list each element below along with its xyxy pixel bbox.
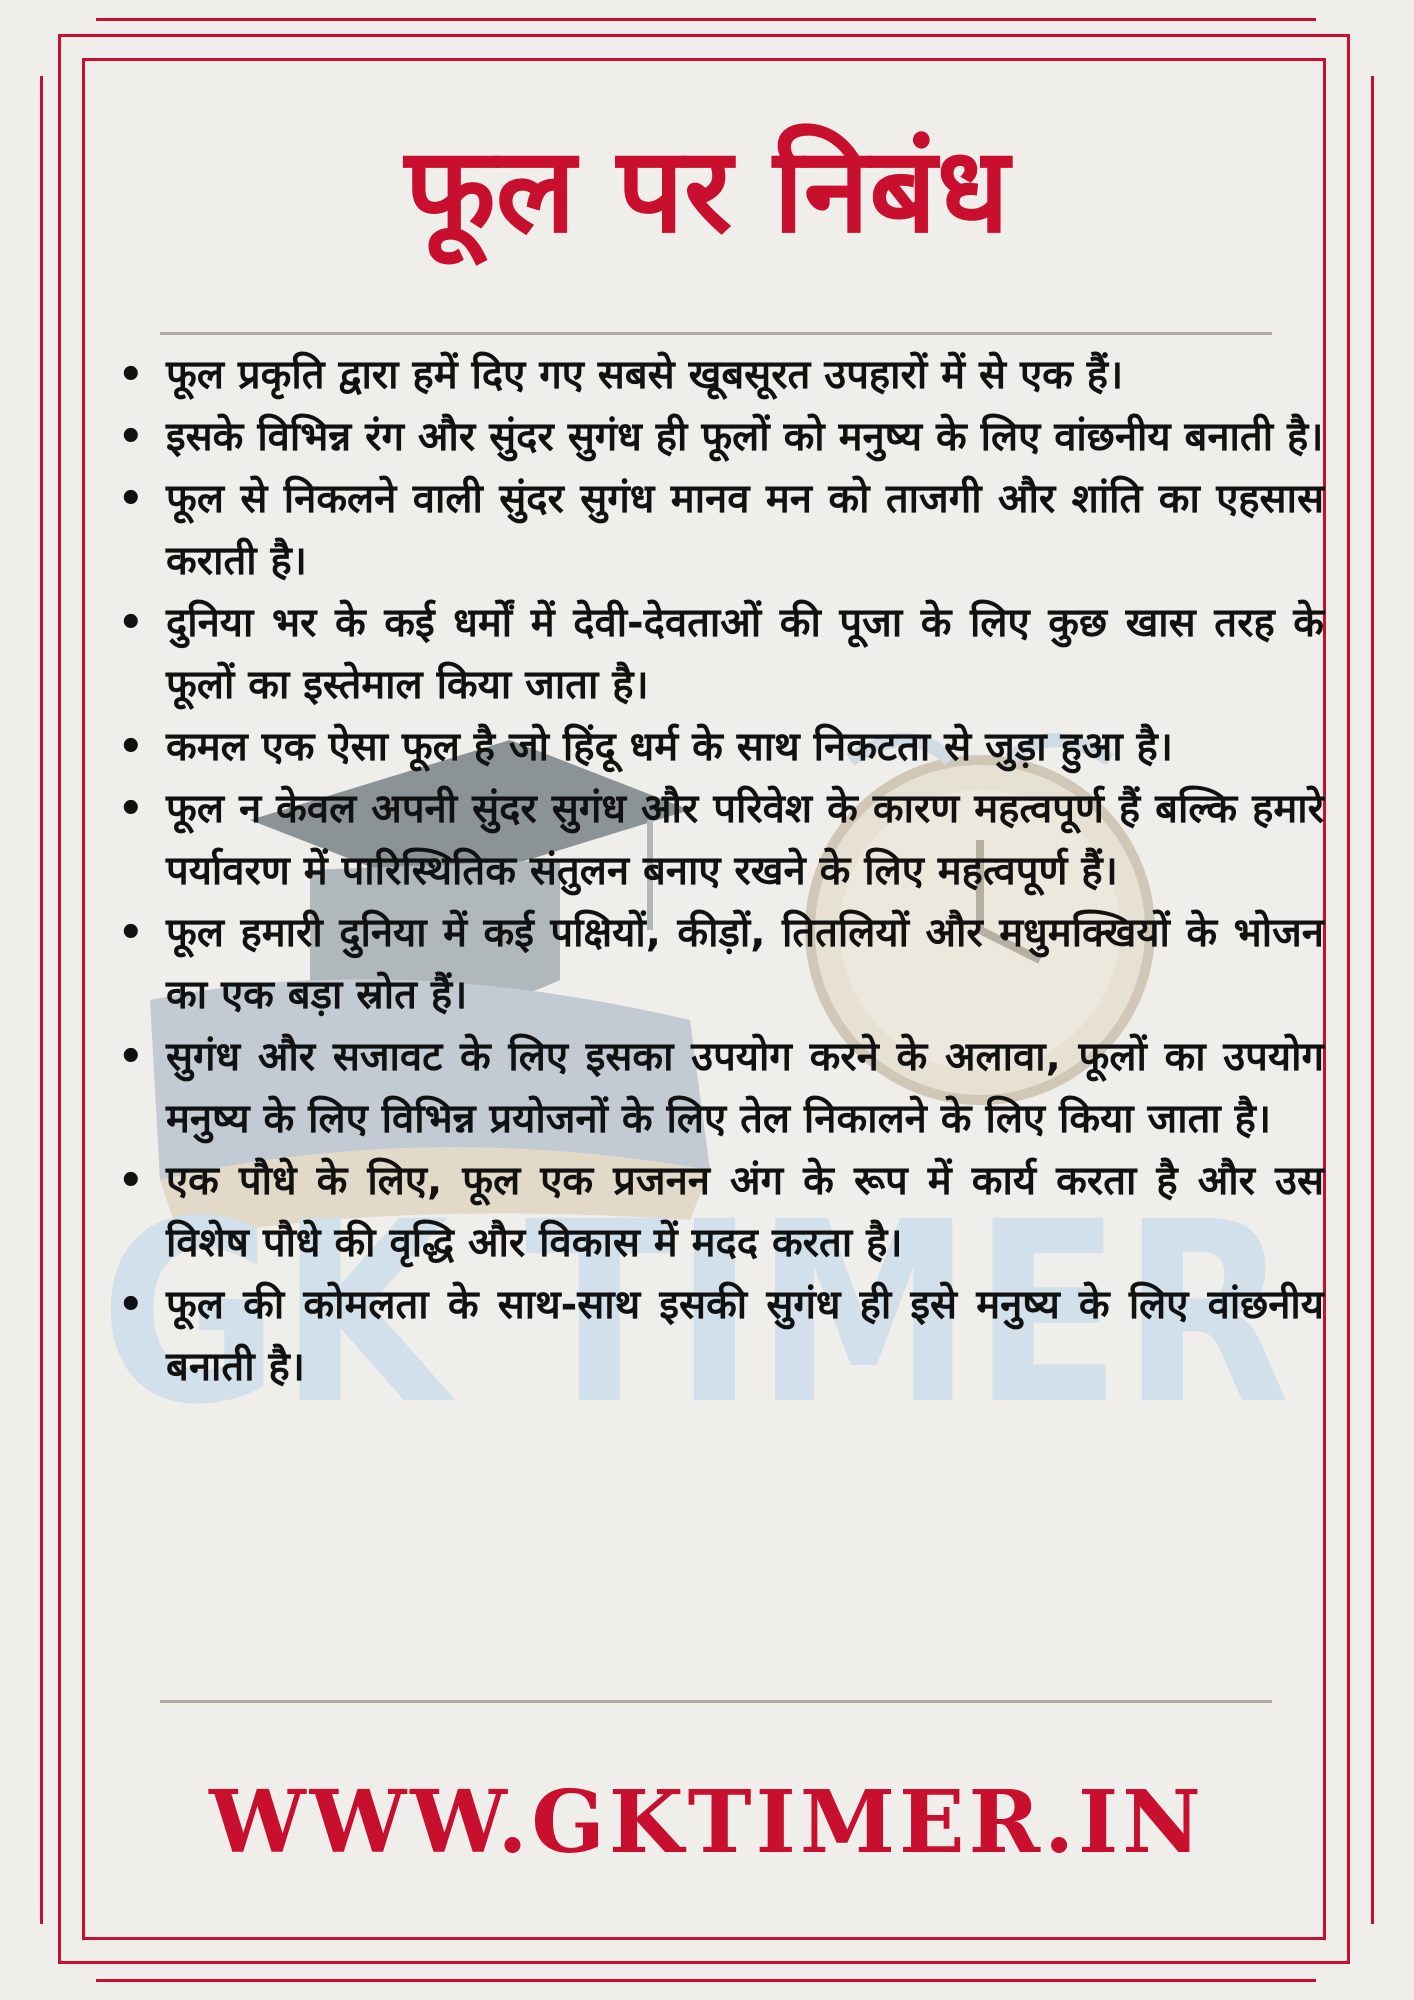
essay-point-text: फूल की कोमलता के साथ-साथ इसकी सुगंध ही इसे मनुष्य के लिए वांछनीय बनाती है। bbox=[166, 1282, 1324, 1390]
bullet-icon: • bbox=[118, 910, 144, 956]
essay-point bbox=[112, 406, 1324, 468]
essay-point-text: फूल से निकलने वाली सुंदर सुगंध मानव मन को ताजगी और शांति का एहसास कराती है। bbox=[166, 476, 1324, 584]
border-line-left bbox=[40, 76, 43, 1924]
essay-point-text: फूल न केवल अपनी सुंदर सुगंध और परिवेश के कारण महत्वपूर्ण हैं बल्कि हमारे पर्यावरण में पारिस्थितिक संतुलन बनाए रखने के लिए महत्वपूर्ण हैं। bbox=[166, 786, 1324, 894]
essay-point bbox=[112, 902, 1324, 1026]
essay-point-text: फूल हमारी दुनिया में कई पक्षियों, कीड़ों, तितलियों और मधुमक्खियों के भोजन का एक बड़ा स्रोत हैं। bbox=[166, 910, 1324, 1018]
essay-point-text: दुनिया भर के कई धर्मों में देवी-देवताओं की पूजा के लिए कुछ खास तरह के फूलों का इस्तेमाल किया जाता है। bbox=[166, 600, 1324, 708]
page-title: फूल पर निबंध bbox=[404, 121, 1010, 259]
essay-point-text: एक पौधे के लिए, फूल एक प्रजनन अंग के रूप में कार्य करता है और उस विशेष पौधे की वृद्धि और विकास में मदद करता है। bbox=[166, 1158, 1324, 1266]
footer-website-link[interactable]: WWW.GKTIMER.IN bbox=[209, 1772, 1205, 1873]
bullet-icon: • bbox=[118, 1158, 144, 1204]
essay-point-list bbox=[112, 344, 1324, 1398]
divider-bottom bbox=[160, 1700, 1272, 1703]
bullet-icon: • bbox=[118, 476, 144, 522]
essay-point bbox=[112, 1026, 1324, 1150]
divider-top bbox=[160, 332, 1272, 335]
bullet-icon: • bbox=[118, 414, 144, 460]
bullet-icon: • bbox=[118, 786, 144, 832]
essay-point bbox=[112, 716, 1324, 778]
border-line-right bbox=[1371, 76, 1374, 1924]
border-line-top bbox=[96, 18, 1316, 21]
bullet-icon: • bbox=[118, 600, 144, 646]
border-line-bottom bbox=[96, 1979, 1316, 1982]
essay-point-text: फूल प्रकृति द्वारा हमें दिए गए सबसे खूबसूरत उपहारों में से एक हैं। bbox=[166, 352, 1124, 398]
essay-point bbox=[112, 1150, 1324, 1274]
watermark-text: GK TIMER bbox=[100, 1168, 1290, 1459]
bullet-icon: • bbox=[118, 1282, 144, 1328]
essay-point bbox=[112, 468, 1324, 592]
bullet-icon: • bbox=[118, 724, 144, 770]
essay-point bbox=[112, 592, 1324, 716]
essay-point bbox=[112, 778, 1324, 902]
bullet-icon: • bbox=[118, 1034, 144, 1080]
essay-point-text: सुगंध और सजावट के लिए इसका उपयोग करने के अलावा, फूलों का उपयोग मनुष्य के लिए विभिन्न प्रयोजनों के लिए तेल निकालने के लिए किया जाता है। bbox=[166, 1034, 1324, 1142]
essay-point bbox=[112, 344, 1324, 406]
essay-point bbox=[112, 1274, 1324, 1398]
essay-point-text: इसके विभिन्न रंग और सुंदर सुगंध ही फूलों को मनुष्य के लिए वांछनीय बनाती है। bbox=[166, 414, 1324, 460]
bullet-icon: • bbox=[118, 352, 144, 398]
essay-point-text: कमल एक ऐसा फूल है जो हिंदू धर्म के साथ निकटता से जुड़ा हुआ है। bbox=[166, 724, 1173, 770]
